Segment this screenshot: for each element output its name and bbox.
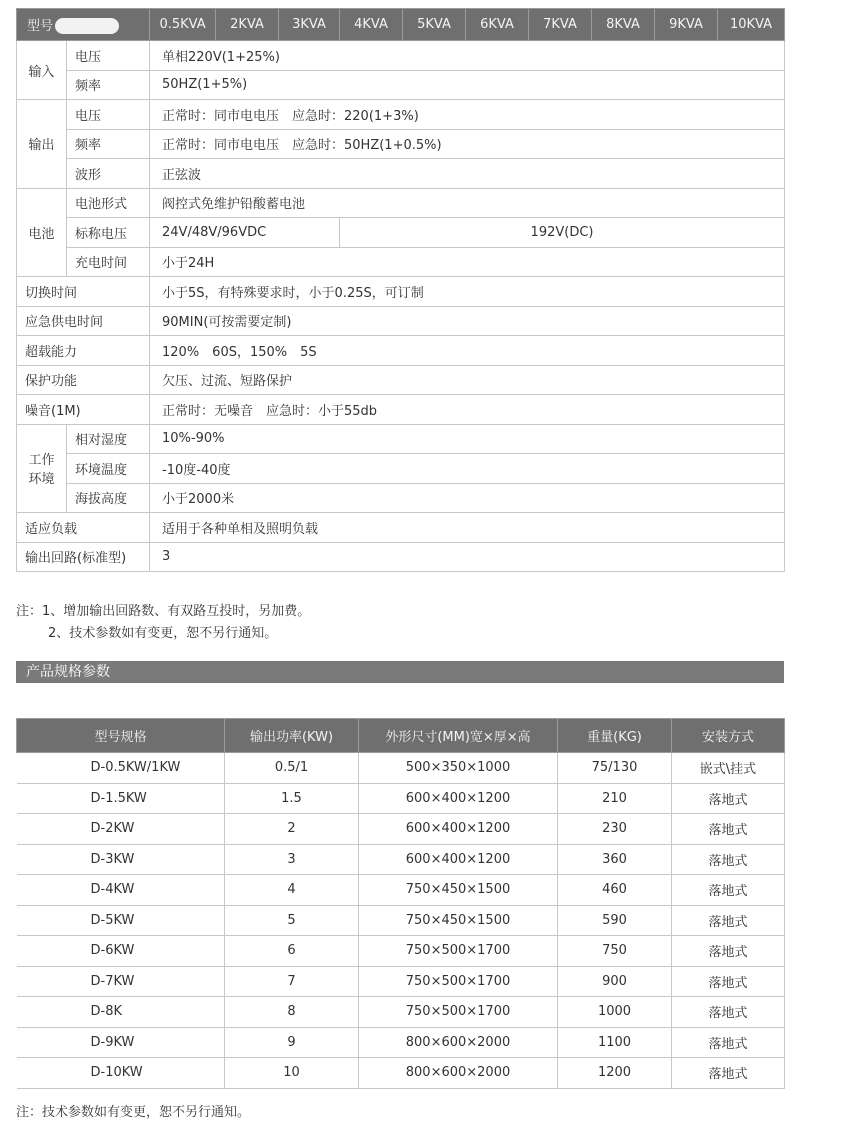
spec-table xyxy=(16,8,785,572)
weight-cell: 230 xyxy=(558,814,672,845)
table-row xyxy=(17,875,785,906)
spec-row xyxy=(17,424,785,454)
spec-row xyxy=(17,277,785,307)
spec-value: 小于24H xyxy=(150,247,785,277)
power-cell: 5 xyxy=(225,905,359,936)
spec-value: 正常时：无噪音 应急时：小于55db xyxy=(150,395,785,425)
power-cell: 10 xyxy=(225,1058,359,1089)
spec-value: 适用于各种单相及照明负载 xyxy=(150,513,785,543)
weight-cell: 1200 xyxy=(558,1058,672,1089)
spec-label: 充电时间 xyxy=(67,247,150,277)
model-cell: D-7KW xyxy=(17,966,225,997)
spec-row xyxy=(17,454,785,484)
weight-cell: 210 xyxy=(558,783,672,814)
spec-label: 输出回路(标准型) xyxy=(17,542,150,572)
group-environment-line1: 工作 xyxy=(28,453,55,469)
spec-row xyxy=(17,542,785,572)
install-cell: 落地式 xyxy=(672,1058,785,1089)
spec-value: 阀控式免维护铅酸蓄电池 xyxy=(150,188,785,218)
spec-value: 单相220V(1+25%) xyxy=(150,41,785,71)
table-row xyxy=(17,966,785,997)
note-footer: 注：技术参数如有变更，恕不另行通知。 xyxy=(16,1105,251,1120)
table-row xyxy=(17,905,785,936)
install-cell: 落地式 xyxy=(672,905,785,936)
spec-value: 24V/48V/96VDC xyxy=(150,218,340,248)
power-cell: 9 xyxy=(225,1027,359,1058)
note-line-1: 注：1、增加输出回路数、有双路互投时，另加费。 xyxy=(16,604,311,619)
spec-value: 正弦波 xyxy=(150,159,785,189)
spec-row xyxy=(17,306,785,336)
spec-row xyxy=(17,188,785,218)
weight-cell: 360 xyxy=(558,844,672,875)
group-output: 输出 xyxy=(17,100,67,189)
spec-row xyxy=(17,513,785,543)
table-row xyxy=(17,936,785,967)
product-table xyxy=(16,718,785,1089)
model-col: 7KVA xyxy=(529,9,592,41)
model-col: 6KVA xyxy=(466,9,529,41)
spec-label: 电池形式 xyxy=(67,188,150,218)
spec-label: 海拔高度 xyxy=(67,483,150,513)
spec-value: 正常时：同市电电压 应急时：220(1+3%) xyxy=(150,100,785,130)
weight-cell: 1100 xyxy=(558,1027,672,1058)
install-cell: 落地式 xyxy=(672,875,785,906)
size-cell: 800×600×2000 xyxy=(359,1027,558,1058)
note-line-2: 2、技术参数如有变更，恕不另行通知。 xyxy=(48,626,278,641)
size-cell: 600×400×1200 xyxy=(359,844,558,875)
product-header-cell: 安装方式 xyxy=(672,719,785,753)
power-cell: 3 xyxy=(225,844,359,875)
spec-value: 50HZ(1+5%) xyxy=(150,70,785,100)
model-cell: D-8K xyxy=(17,997,225,1028)
spec-row xyxy=(17,129,785,159)
product-header-cell: 输出功率(KW) xyxy=(225,719,359,753)
size-cell: 500×350×1000 xyxy=(359,753,558,784)
power-cell: 2 xyxy=(225,814,359,845)
power-cell: 8 xyxy=(225,997,359,1028)
spec-row xyxy=(17,483,785,513)
product-header-row xyxy=(17,719,785,753)
spec-value: 10%-90% xyxy=(150,424,785,454)
spec-label: 电压 xyxy=(67,41,150,71)
table-row xyxy=(17,997,785,1028)
weight-cell: 75/130 xyxy=(558,753,672,784)
spec-row xyxy=(17,365,785,395)
weight-cell: 1000 xyxy=(558,997,672,1028)
table-row xyxy=(17,1027,785,1058)
product-header-cell: 外形尺寸(MM)宽×厚×高 xyxy=(359,719,558,753)
size-cell: 600×400×1200 xyxy=(359,783,558,814)
power-cell: 0.5/1 xyxy=(225,753,359,784)
spec-row xyxy=(17,218,785,248)
install-cell: 落地式 xyxy=(672,844,785,875)
weight-cell: 750 xyxy=(558,936,672,967)
model-col: 5KVA xyxy=(403,9,466,41)
spec-row xyxy=(17,336,785,366)
spec-value: 小于5S，有特殊要求时，小于0.25S，可订制 xyxy=(150,277,785,307)
weight-cell: 460 xyxy=(558,875,672,906)
install-cell: 落地式 xyxy=(672,814,785,845)
spec-row xyxy=(17,41,785,71)
model-cell: D-0.5KW/1KW xyxy=(17,753,225,784)
size-cell: 750×500×1700 xyxy=(359,966,558,997)
install-cell: 落地式 xyxy=(672,1027,785,1058)
spec-label: 超载能力 xyxy=(17,336,150,366)
install-cell: 落地式 xyxy=(672,936,785,967)
table-row xyxy=(17,783,785,814)
spec-value: 192V(DC) xyxy=(340,218,785,248)
install-cell: 落地式 xyxy=(672,783,785,814)
obscured-model-name xyxy=(55,18,119,34)
model-col: 8KVA xyxy=(592,9,655,41)
model-cell: D-9KW xyxy=(17,1027,225,1058)
spec-label: 频率 xyxy=(67,70,150,100)
spec-value: 小于2000米 xyxy=(150,483,785,513)
spec-row xyxy=(17,70,785,100)
group-environment-line2: 环境 xyxy=(28,472,55,488)
power-cell: 6 xyxy=(225,936,359,967)
model-cell: D-2KW xyxy=(17,814,225,845)
model-col: 4KVA xyxy=(340,9,403,41)
weight-cell: 900 xyxy=(558,966,672,997)
size-cell: 750×450×1500 xyxy=(359,905,558,936)
install-cell: 落地式 xyxy=(672,997,785,1028)
table-row xyxy=(17,753,785,784)
spec-label: 切换时间 xyxy=(17,277,150,307)
model-cell: D-5KW xyxy=(17,905,225,936)
spec-label: 电压 xyxy=(67,100,150,130)
model-col: 9KVA xyxy=(655,9,718,41)
model-header-cell xyxy=(17,9,150,41)
spec-label: 标称电压 xyxy=(67,218,150,248)
model-col: 0.5KVA xyxy=(150,9,216,41)
spec-label: 应急供电时间 xyxy=(17,306,150,336)
power-cell: 7 xyxy=(225,966,359,997)
section-title-bar xyxy=(16,661,784,683)
spec-value: 90MIN(可按需要定制) xyxy=(150,306,785,336)
group-environment xyxy=(17,424,67,513)
spec-value: -10度-40度 xyxy=(150,454,785,484)
group-input: 输入 xyxy=(17,41,67,100)
spec-label: 噪音(1M) xyxy=(17,395,150,425)
model-header-label: 型号 xyxy=(27,18,54,34)
model-cell: D-1.5KW xyxy=(17,783,225,814)
model-cell: D-6KW xyxy=(17,936,225,967)
spec-label: 相对湿度 xyxy=(67,424,150,454)
spec-row xyxy=(17,395,785,425)
spec-value: 3 xyxy=(150,542,785,572)
power-cell: 1.5 xyxy=(225,783,359,814)
model-col: 3KVA xyxy=(279,9,340,41)
model-cell: D-10KW xyxy=(17,1058,225,1089)
model-col: 2KVA xyxy=(216,9,279,41)
spec-label: 适应负载 xyxy=(17,513,150,543)
size-cell: 750×500×1700 xyxy=(359,936,558,967)
size-cell: 600×400×1200 xyxy=(359,814,558,845)
spec-label: 环境温度 xyxy=(67,454,150,484)
size-cell: 750×500×1700 xyxy=(359,997,558,1028)
size-cell: 750×450×1500 xyxy=(359,875,558,906)
product-header-cell: 型号规格 xyxy=(17,719,225,753)
install-cell: 嵌式\挂式 xyxy=(672,753,785,784)
spec-row xyxy=(17,159,785,189)
power-cell: 4 xyxy=(225,875,359,906)
spec-label: 波形 xyxy=(67,159,150,189)
model-cell: D-4KW xyxy=(17,875,225,906)
spec-header-row xyxy=(17,9,785,41)
product-table-body xyxy=(17,753,785,1089)
spec-value: 120% 60S，150% 5S xyxy=(150,336,785,366)
spec-label: 保护功能 xyxy=(17,365,150,395)
spec-row xyxy=(17,100,785,130)
section-title: 产品规格参数 xyxy=(26,664,110,680)
table-row xyxy=(17,814,785,845)
install-cell: 落地式 xyxy=(672,966,785,997)
model-cell: D-3KW xyxy=(17,844,225,875)
spec-label: 频率 xyxy=(67,129,150,159)
spec-value: 欠压、过流、短路保护 xyxy=(150,365,785,395)
weight-cell: 590 xyxy=(558,905,672,936)
table-row xyxy=(17,844,785,875)
table-row xyxy=(17,1058,785,1089)
model-col: 10KVA xyxy=(718,9,785,41)
size-cell: 800×600×2000 xyxy=(359,1058,558,1089)
product-header-cell: 重量(KG) xyxy=(558,719,672,753)
spec-value: 正常时：同市电电压 应急时：50HZ(1+0.5%) xyxy=(150,129,785,159)
spec-row xyxy=(17,247,785,277)
group-battery: 电池 xyxy=(17,188,67,277)
